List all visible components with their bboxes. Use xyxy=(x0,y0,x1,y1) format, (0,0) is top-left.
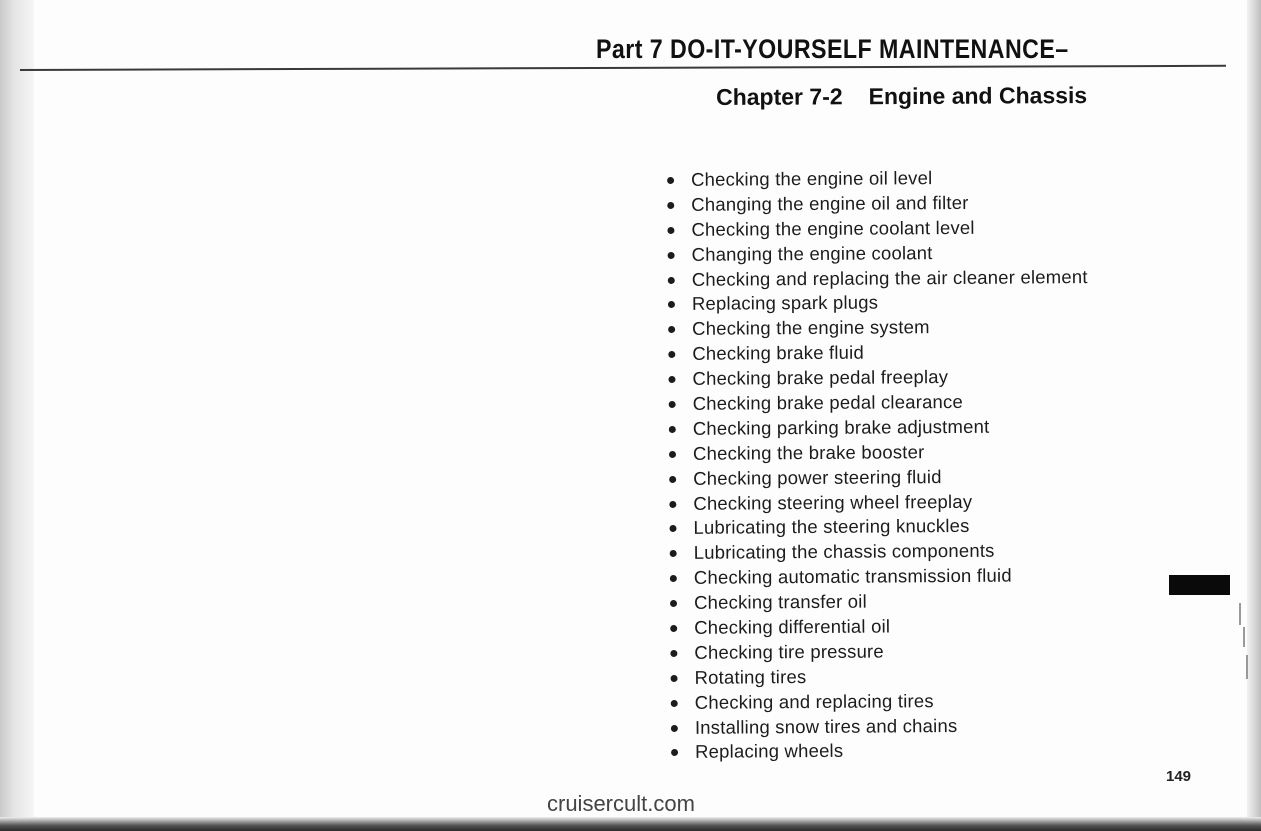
list-item xyxy=(670,538,1090,566)
list-item-text: Replacing spark plugs xyxy=(691,291,879,315)
bullet-icon xyxy=(669,525,676,532)
list-item-text: Checking power steering fluid xyxy=(693,465,942,489)
bullet-icon xyxy=(670,650,677,657)
list-item xyxy=(667,215,1087,243)
margin-mark xyxy=(1243,627,1245,647)
list-item-text: Installing snow tires and chains xyxy=(694,714,958,738)
list-item xyxy=(670,613,1090,641)
bullet-icon xyxy=(668,301,675,308)
list-item xyxy=(668,339,1088,367)
list-item xyxy=(668,314,1088,342)
bullet-icon xyxy=(671,700,678,707)
topic-list xyxy=(667,165,1091,765)
list-item xyxy=(670,663,1090,691)
bullet-icon xyxy=(671,675,678,682)
page-number: 149 xyxy=(1166,768,1192,785)
watermark: cruisercult.com xyxy=(547,791,695,816)
list-item-text: Checking steering wheel freeplay xyxy=(693,490,973,514)
list-item-text: Checking tire pressure xyxy=(694,640,884,663)
list-item-text: Changing the engine coolant xyxy=(691,241,933,265)
list-item-text: Replacing wheels xyxy=(695,740,844,763)
list-item xyxy=(668,265,1088,293)
bullet-icon xyxy=(668,351,675,358)
section-tab-marker xyxy=(1169,575,1230,595)
list-item xyxy=(669,389,1089,417)
list-item-text: Checking brake pedal freeplay xyxy=(692,366,949,389)
list-item xyxy=(669,414,1089,442)
bullet-icon xyxy=(671,725,678,732)
bullet-icon xyxy=(667,177,674,184)
list-item-text: Checking brake pedal clearance xyxy=(692,390,964,414)
list-item xyxy=(669,489,1089,517)
list-item-text: Lubricating the chassis components xyxy=(693,540,995,564)
list-item xyxy=(669,439,1089,467)
list-item-text: Checking and replacing the air cleaner element xyxy=(691,265,1088,290)
list-item xyxy=(668,240,1088,268)
list-item xyxy=(668,364,1088,392)
list-item xyxy=(668,290,1088,318)
list-item xyxy=(671,688,1091,716)
bullet-icon xyxy=(668,252,675,259)
list-item-text: Checking the brake booster xyxy=(692,441,925,464)
list-item-text: Changing the engine oil and filter xyxy=(691,191,969,215)
list-item-text: Checking automatic transmission fluid xyxy=(693,564,1012,589)
list-item-text: Checking the engine coolant level xyxy=(691,216,975,240)
bullet-icon xyxy=(668,277,675,284)
bullet-icon xyxy=(670,625,677,632)
page-bottom-edge xyxy=(0,817,1261,831)
list-item xyxy=(667,190,1087,218)
bullet-icon xyxy=(669,426,676,433)
bullet-icon xyxy=(671,749,678,756)
bullet-icon xyxy=(670,550,677,557)
page-binding-shadow xyxy=(0,0,34,831)
chapter-title: Engine and Chassis xyxy=(868,82,1088,110)
list-item-text: Checking transfer oil xyxy=(693,590,867,613)
list-item xyxy=(670,563,1090,591)
bullet-icon xyxy=(667,202,674,209)
header-divider xyxy=(20,65,1226,71)
list-item-text: Rotating tires xyxy=(694,665,807,688)
margin-mark xyxy=(1239,603,1241,625)
bullet-icon xyxy=(670,575,677,582)
bullet-icon xyxy=(668,326,675,333)
list-item-text: Checking brake fluid xyxy=(692,341,864,365)
list-item-text: Checking parking brake adjustment xyxy=(692,415,990,439)
list-item-text: Checking the engine system xyxy=(692,316,930,340)
part-title: Part 7 DO-IT-YOURSELF MAINTENANCE– xyxy=(596,34,1069,64)
chapter-number: Chapter 7-2 xyxy=(716,83,843,110)
bullet-icon xyxy=(668,376,675,383)
margin-mark xyxy=(1246,655,1248,679)
bullet-icon xyxy=(669,501,676,508)
list-item xyxy=(669,464,1089,492)
bullet-icon xyxy=(669,401,676,408)
list-item xyxy=(669,514,1089,542)
list-item-text: Lubricating the steering knuckles xyxy=(693,515,970,539)
bullet-icon xyxy=(669,476,676,483)
bullet-icon xyxy=(670,600,677,607)
list-item xyxy=(671,738,1091,766)
list-item xyxy=(667,165,1087,193)
chapter-heading xyxy=(716,82,1087,111)
bullet-icon xyxy=(667,227,674,234)
list-item xyxy=(671,713,1091,741)
list-item xyxy=(670,638,1090,666)
page-right-edge xyxy=(1247,0,1261,831)
bullet-icon xyxy=(669,451,676,458)
list-item xyxy=(670,588,1090,616)
list-item-text: Checking differential oil xyxy=(694,615,891,638)
list-item-text: Checking and replacing tires xyxy=(694,689,934,713)
list-item-text: Checking the engine oil level xyxy=(691,167,933,190)
